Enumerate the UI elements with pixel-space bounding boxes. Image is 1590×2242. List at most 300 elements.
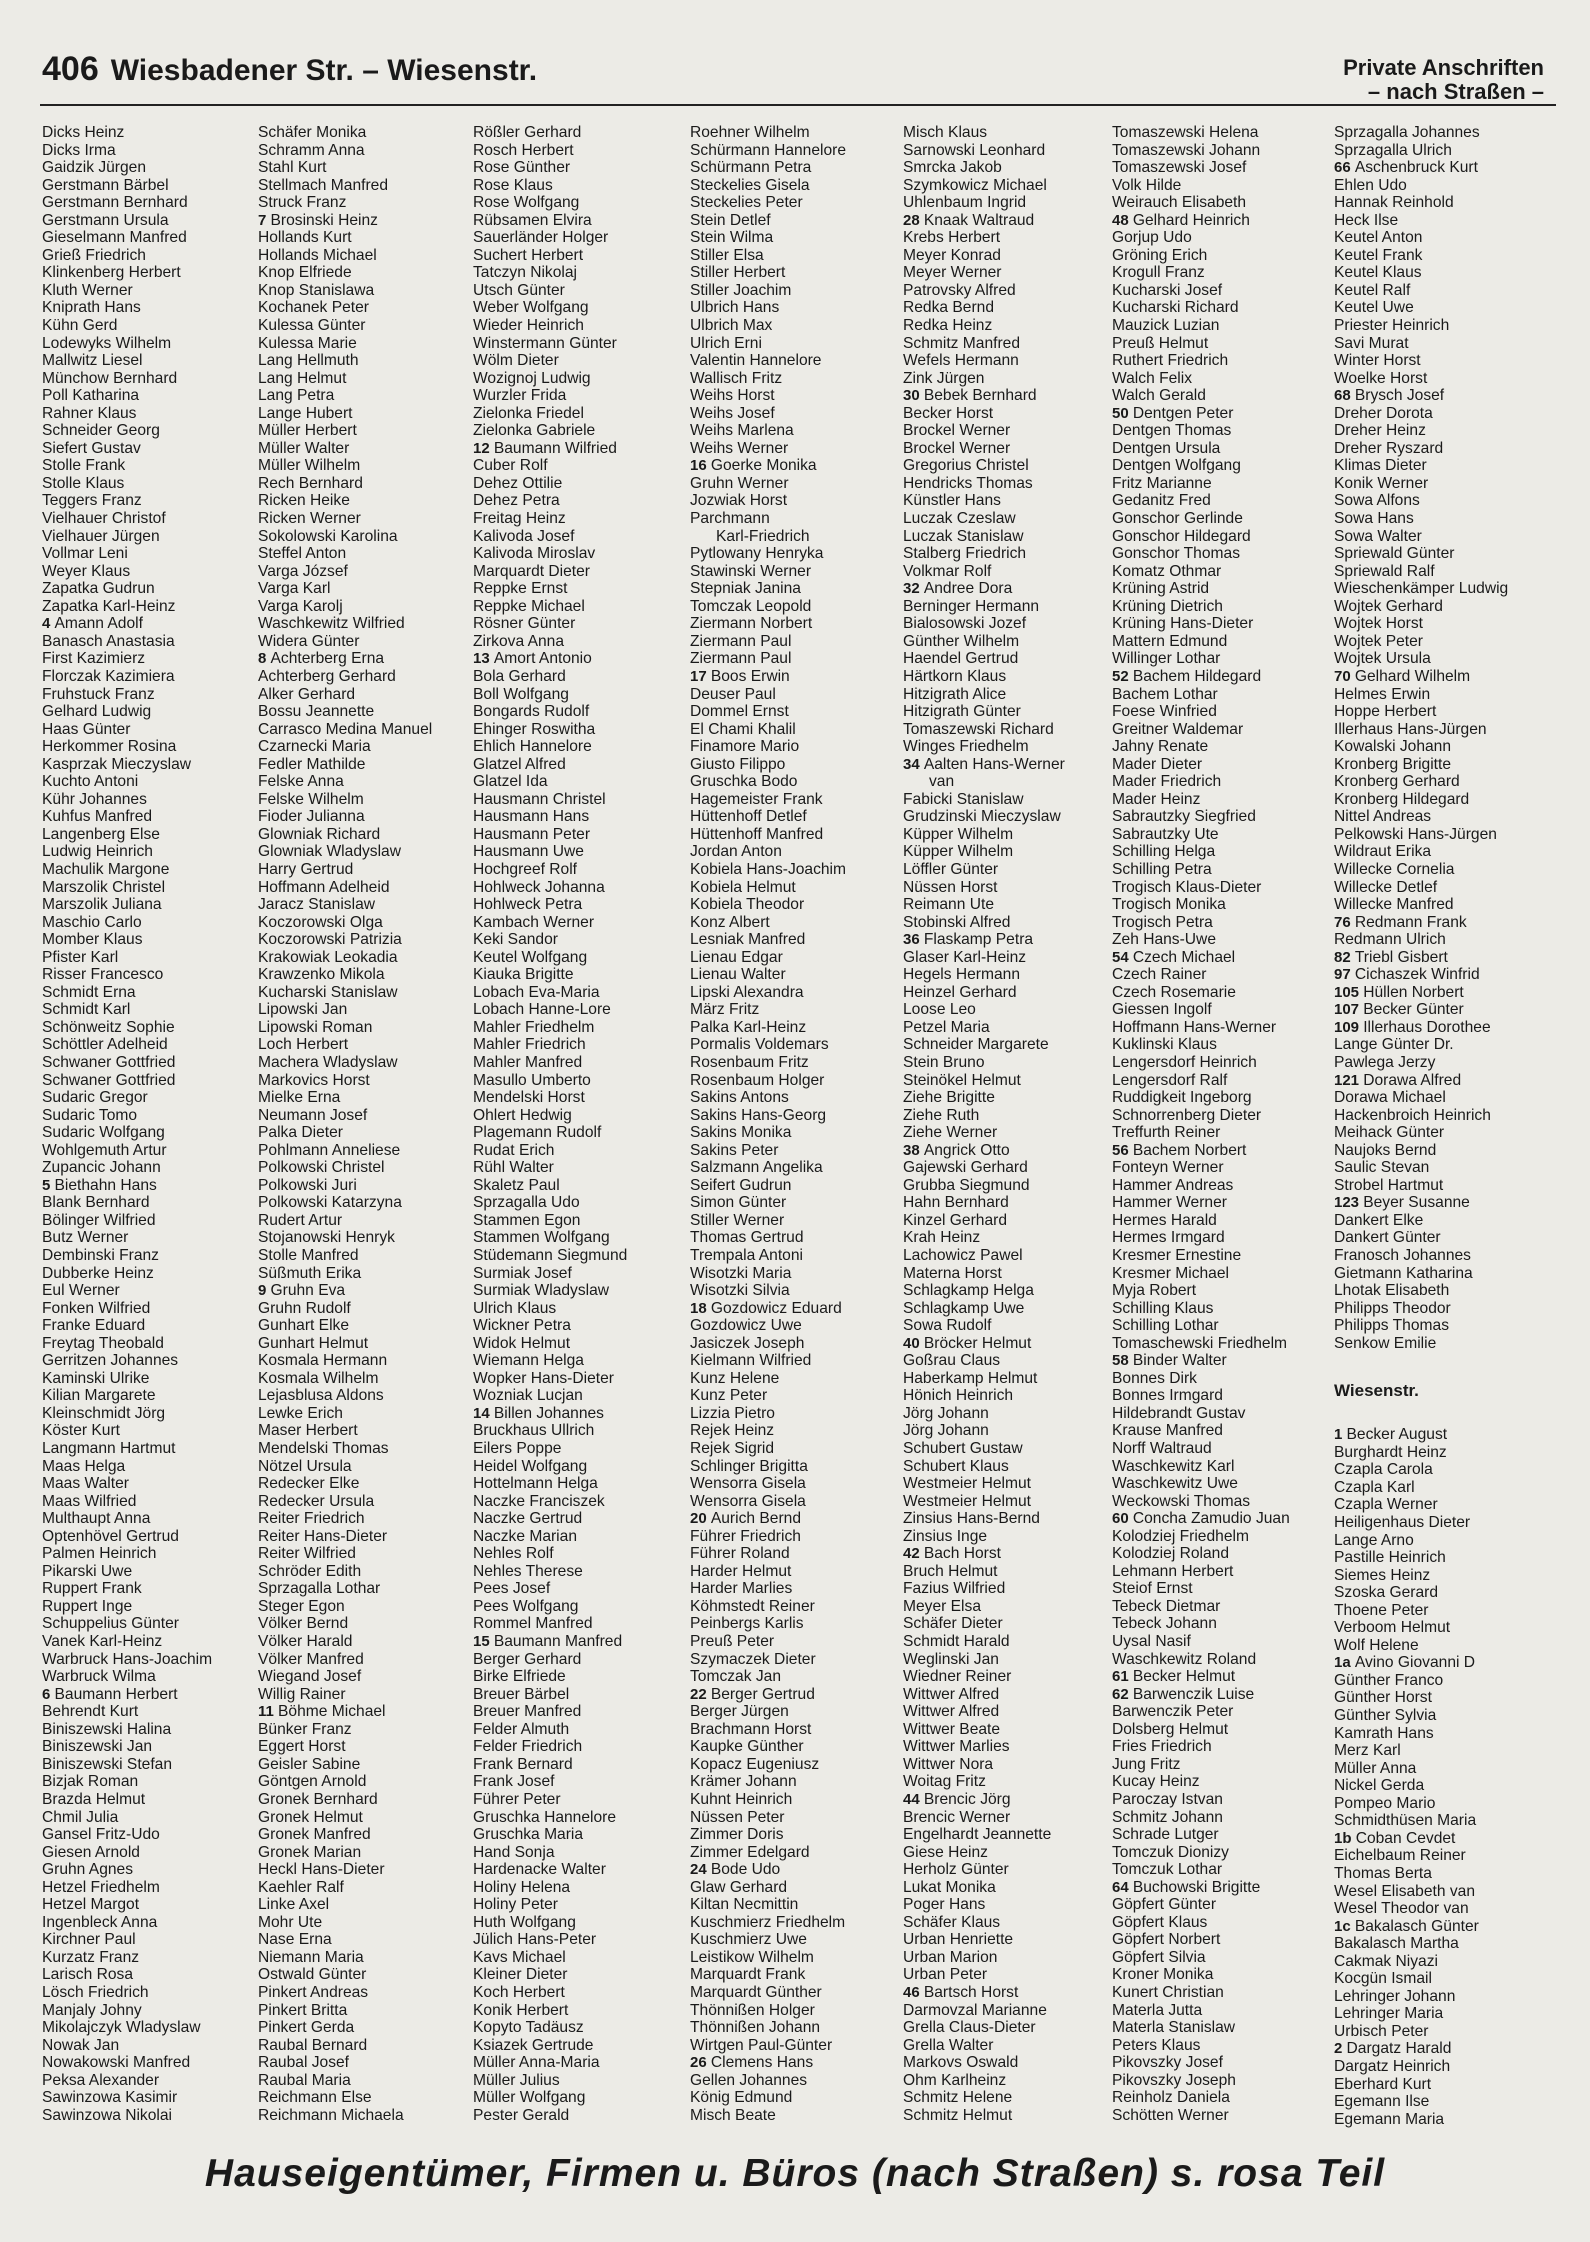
directory-entry: Küpper Wilhelm	[903, 843, 1014, 861]
directory-entry: Stammen Wolfgang	[473, 1229, 610, 1247]
directory-entry: 1 Becker August	[1334, 1426, 1448, 1444]
directory-entry: 2 Dargatz Harald	[1334, 2040, 1452, 2058]
directory-entry: Vollmar Leni	[42, 545, 128, 563]
directory-entry: Hausmann Peter	[473, 825, 591, 843]
directory-entry: Lehringer Johann	[1334, 1987, 1456, 2005]
directory-entry: Pinkert Andreas	[258, 1983, 369, 2001]
directory-entry: Linke Axel	[258, 1896, 330, 1914]
house-number: 15	[473, 1633, 494, 1651]
directory-entry: Ruthert Friedrich	[1112, 352, 1229, 370]
directory-entry: Sakins Antons	[690, 1089, 789, 1107]
house-number: 42	[903, 1545, 924, 1563]
directory-entry: Schmitz Manfred	[903, 334, 1020, 352]
directory-entry: Struck Franz	[258, 194, 347, 212]
directory-entry: Naczke Gertrud	[473, 1510, 583, 1528]
directory-entry: Palmen Heinrich	[42, 1545, 157, 1563]
directory-entry: Harder Marlies	[690, 1580, 793, 1598]
directory-entry: Zirkova Anna	[473, 632, 565, 650]
directory-entry: El Chami Khalil	[690, 720, 796, 738]
directory-entry: Eggert Horst	[258, 1738, 346, 1756]
house-number: 68	[1334, 387, 1355, 405]
directory-entry: Siemes Heinz	[1334, 1566, 1431, 1584]
directory-entry: Wojtek Horst	[1334, 615, 1423, 633]
directory-entry: Kroner Monika	[1112, 1966, 1214, 1984]
directory-entry: Langenberg Else	[42, 825, 160, 843]
directory-entry: Schmidt Karl	[42, 1001, 131, 1019]
directory-entry: Czapla Werner	[1334, 1496, 1438, 1514]
section-title-line1: Private Anschriften	[1343, 55, 1544, 80]
directory-entry: 24 Bode Udo	[690, 1861, 781, 1879]
directory-entry: Lang Petra	[258, 387, 335, 405]
directory-entry: 70 Gelhard Wilhelm	[1334, 667, 1471, 685]
directory-entry: Thomas Gertrud	[690, 1229, 804, 1247]
directory-entry: Eberhard Kurt	[1334, 2075, 1432, 2093]
directory-entry: Berger Jürgen	[690, 1703, 789, 1721]
directory-entry: Haas Günter	[42, 720, 131, 738]
directory-entry: Dankert Günter	[1334, 1229, 1441, 1247]
directory-entry: Steinökel Helmut	[903, 1071, 1021, 1089]
directory-entry: Peksa Alexander	[42, 2071, 160, 2089]
directory-entry: Eilers Poppe	[473, 1440, 562, 1458]
directory-entry: Maas Wilfried	[42, 1492, 137, 1510]
directory-entry: Stiller Elsa	[690, 246, 764, 264]
directory-entry: Müller Anna	[1334, 1759, 1417, 1777]
directory-entry: Kavs Michael	[473, 1948, 566, 1966]
directory-entry: 14 Billen Johannes	[473, 1404, 604, 1422]
directory-entry: 34 Aalten Hans-Werner	[903, 755, 1065, 773]
directory-entry: Materla Jutta	[1112, 2001, 1203, 2019]
directory-entry: Lewke Erich	[258, 1404, 343, 1422]
directory-entry: Norff Waltraud	[1112, 1440, 1212, 1458]
directory-entry: Bonnes Dirk	[1112, 1369, 1197, 1387]
directory-entry: Parchmann	[690, 510, 770, 528]
directory-entry: Biniszewski Stefan	[42, 1755, 173, 1773]
footer-note: Hauseigentümer, Firmen u. Büros (nach Straßen) s. rosa Teil	[204, 2152, 1386, 2195]
address-column-3	[473, 124, 685, 2124]
directory-entry: Dehez Ottilie	[473, 474, 563, 492]
directory-entry: Tomaschewski Friedhelm	[1112, 1334, 1288, 1352]
directory-entry: Biniszewski Jan	[42, 1738, 153, 1756]
directory-entry: Frank Josef	[473, 1773, 555, 1791]
directory-entry: Meyer Werner	[903, 264, 1002, 282]
directory-entry: Bialosowski Jozef	[903, 615, 1027, 633]
directory-entry: Keutel Anton	[1334, 229, 1423, 247]
house-number: 123	[1334, 1194, 1364, 1212]
directory-entry: Reiter Wilfried	[258, 1545, 356, 1563]
directory-entry: Berninger Hermann	[903, 597, 1040, 615]
directory-entry: Mahler Manfred	[473, 1053, 583, 1071]
directory-entry: Sowa Rudolf	[903, 1317, 992, 1335]
directory-entry: Hausmann Uwe	[473, 843, 584, 861]
directory-entry: Trempala Antoni	[690, 1247, 803, 1264]
directory-entry: Steckelies Peter	[690, 194, 803, 212]
directory-entry: Stiller Herbert	[690, 264, 786, 282]
directory-entry: Komatz Othmar	[1112, 562, 1222, 580]
directory-entry: Kaminski Ulrike	[42, 1369, 150, 1387]
directory-entry: Ziermann Paul	[690, 632, 792, 650]
directory-entry: Kosmala Hermann	[258, 1352, 388, 1370]
directory-entry: Müller Anna-Maria	[473, 2054, 600, 2072]
directory-entry: Pastille Heinrich	[1334, 1549, 1446, 1567]
spacer	[1334, 1402, 1546, 1426]
directory-entry: Huth Wolfgang	[473, 1913, 576, 1931]
directory-entry: Weber Wolfgang	[473, 299, 589, 317]
directory-entry: Urbisch Peter	[1334, 2022, 1429, 2040]
directory-entry: 28 Knaak Waltraud	[903, 211, 1035, 229]
directory-entry: Westmeier Helmut	[903, 1475, 1031, 1493]
directory-entry: Keutel Klaus	[1334, 264, 1422, 282]
directory-entry: Markovics Horst	[258, 1071, 370, 1089]
house-number: 4	[42, 615, 55, 633]
directory-entry: Krüning Dietrich	[1112, 597, 1223, 615]
directory-entry: Keutel Wolfgang	[473, 948, 588, 966]
directory-entry: Schürmann Petra	[690, 159, 812, 177]
directory-entry: Surmiak Josef	[473, 1264, 572, 1282]
directory-entry: Trogisch Klaus-Dieter	[1112, 878, 1262, 896]
directory-entry: Krogull Franz	[1112, 264, 1205, 282]
directory-entry: Kolodziej Friedhelm	[1112, 1527, 1249, 1545]
directory-entry: Reichmann Michaela	[258, 2106, 404, 2124]
directory-entry: Kuschmierz Friedhelm	[690, 1913, 846, 1931]
directory-entry: Wolf Helene	[1334, 1636, 1419, 1654]
house-number: 76	[1334, 913, 1355, 931]
directory-entry: Willecke Detlef	[1334, 878, 1438, 896]
directory-entry: Marquardt Dieter	[473, 562, 590, 580]
directory-entry: 7 Brosinski Heinz	[258, 211, 378, 229]
directory-entry: Hüttenhoff Manfred	[690, 825, 824, 843]
directory-entry: Nehles Therese	[473, 1562, 583, 1580]
directory-entry: Mader Heinz	[1112, 790, 1201, 808]
directory-entry: Myja Robert	[1112, 1282, 1197, 1300]
directory-entry: Dargatz Heinrich	[1334, 2057, 1451, 2075]
directory-entry: Greitner Waldemar	[1112, 720, 1244, 738]
directory-entry: Preuß Helmut	[1112, 334, 1209, 352]
directory-entry: Kuhnt Heinrich	[690, 1790, 793, 1808]
directory-entry: Kniprath Hans	[42, 299, 141, 317]
directory-entry: 4 Amann Adolf	[42, 615, 143, 633]
directory-entry: Köhmstedt Reiner	[690, 1597, 815, 1615]
directory-entry: Rosch Herbert	[473, 141, 574, 159]
directory-entry: Felder Almuth	[473, 1720, 570, 1738]
directory-entry: Bruckhaus Ullrich	[473, 1422, 595, 1440]
directory-entry: Varga Karolj	[258, 597, 343, 615]
directory-entry: Völker Harald	[258, 1633, 353, 1651]
directory-entry: Gansel Fritz-Udo	[42, 1826, 160, 1844]
directory-entry: Poger Hans	[903, 1896, 986, 1914]
directory-entry: Brazda Helmut	[42, 1790, 146, 1808]
directory-entry: Biniszewski Halina	[42, 1720, 172, 1738]
house-number: 70	[1334, 667, 1355, 685]
directory-entry: Harder Helmut	[690, 1562, 792, 1580]
directory-entry: 20 Aurich Bernd	[690, 1510, 802, 1528]
directory-entry: Franosch Johannes	[1334, 1247, 1471, 1264]
house-number: 66	[1334, 159, 1355, 177]
directory-entry: Kuklinski Klaus	[1112, 1036, 1217, 1054]
directory-entry: Saulic Stevan	[1334, 1159, 1430, 1177]
directory-entry: 1c Bakalasch Günter	[1334, 1917, 1479, 1935]
house-number: 82	[1334, 948, 1355, 966]
directory-entry: Breuer Manfred	[473, 1703, 582, 1721]
directory-entry: 11 Böhme Michael	[258, 1703, 386, 1721]
directory-entry: Lienau Edgar	[690, 948, 783, 966]
house-number: 22	[690, 1685, 711, 1703]
directory-entry: Momber Klaus	[42, 931, 143, 949]
directory-entry: Münchow Bernhard	[42, 369, 178, 387]
directory-entry: Kalivoda Josef	[473, 527, 575, 545]
directory-entry: Schmitz Helmut	[903, 2106, 1013, 2124]
directory-entry: Knop Elfriede	[258, 264, 352, 282]
directory-entry: Rejek Sigrid	[690, 1440, 775, 1458]
directory-entry: Jung Fritz	[1112, 1755, 1181, 1773]
directory-entry: Kalivoda Miroslav	[473, 545, 596, 563]
directory-entry: Kilian Margarete	[42, 1387, 156, 1405]
directory-entry: Zinsius Inge	[903, 1527, 988, 1545]
directory-entry: Hitzigrath Alice	[903, 685, 1007, 703]
directory-entry: Jörg Johann	[903, 1422, 989, 1440]
directory-entry: 17 Boos Erwin	[690, 667, 790, 685]
directory-entry: Stojanowski Henryk	[258, 1229, 395, 1247]
directory-entry: Gronek Manfred	[258, 1826, 371, 1844]
directory-entry: Bachem Lothar	[1112, 685, 1218, 703]
directory-entry: Waschkewitz Roland	[1112, 1650, 1257, 1668]
directory-entry: Jozwiak Horst	[690, 492, 788, 510]
directory-entry: Winstermann Günter	[473, 334, 617, 352]
directory-entry: Giese Heinz	[903, 1843, 988, 1861]
directory-entry: Fonken Wilfried	[42, 1299, 151, 1317]
directory-entry: Polkowski Christel	[258, 1159, 385, 1177]
directory-entry: Ziehe Werner	[903, 1124, 998, 1142]
directory-entry: Schäfer Klaus	[903, 1913, 1001, 1931]
directory-entry: Sowa Alfons	[1334, 492, 1420, 510]
directory-entry: 56 Bachem Norbert	[1112, 1141, 1247, 1159]
directory-entry: Hohlweck Petra	[473, 896, 583, 914]
directory-entry: Tatczyn Nikolaj	[473, 264, 577, 282]
directory-entry: Mader Friedrich	[1112, 773, 1222, 791]
directory-entry: Kühn Gerd	[42, 317, 118, 335]
directory-entry: Lipowski Roman	[258, 1018, 373, 1036]
directory-entry: Gunhart Helmut	[258, 1334, 369, 1352]
directory-entry: Hagemeister Frank	[690, 790, 823, 808]
house-number: 38	[903, 1141, 924, 1159]
directory-entry: Wensorra Gisela	[690, 1492, 806, 1510]
page-header-left	[42, 50, 537, 89]
directory-entry: Gruhn Rudolf	[258, 1299, 351, 1317]
directory-entry: 15 Baumann Manfred	[473, 1633, 623, 1651]
directory-entry: Sarnowski Leonhard	[903, 141, 1046, 159]
directory-entry: Grella Claus-Dieter	[903, 2019, 1036, 2037]
directory-entry: Siefert Gustav	[42, 439, 141, 457]
house-number: 18	[690, 1299, 711, 1317]
directory-entry: Thoene Peter	[1334, 1601, 1429, 1619]
directory-entry: Brencic Werner	[903, 1808, 1011, 1826]
directory-entry: Lukat Monika	[903, 1878, 996, 1896]
directory-entry: Ruppert Frank	[42, 1580, 142, 1598]
directory-entry: Cakmak Niyazi	[1334, 1952, 1438, 1970]
directory-entry: Zimmer Doris	[690, 1826, 784, 1844]
directory-entry: Weihs Horst	[690, 387, 775, 405]
directory-entry: Klimas Dieter	[1334, 457, 1427, 475]
directory-entry: Krüning Hans-Dieter	[1112, 615, 1254, 633]
directory-entry: Uysal Nasif	[1112, 1633, 1191, 1651]
directory-entry: Strobel Hartmut	[1334, 1176, 1444, 1194]
directory-entry: Pompeo Mario	[1334, 1794, 1436, 1812]
directory-entry: Glowniak Wladyslaw	[258, 843, 401, 861]
section-title	[1343, 56, 1544, 104]
page-number: 406	[42, 50, 99, 88]
directory-entry: Gronek Helmut	[258, 1808, 363, 1826]
directory-entry: Tomczak Jan	[690, 1668, 781, 1686]
directory-entry: Hüttenhoff Detlef	[690, 808, 807, 826]
directory-entry: Wisotzki Silvia	[690, 1282, 790, 1300]
directory-entry: Schneider Margarete	[903, 1036, 1049, 1054]
directory-entry: Czapla Karl	[1334, 1478, 1415, 1496]
directory-entry: Reimann Ute	[903, 896, 995, 914]
directory-entry: Sawinzowa Kasimir	[42, 2089, 178, 2107]
directory-entry: Schilling Lothar	[1112, 1317, 1219, 1335]
directory-entry: Gronek Bernhard	[258, 1790, 378, 1808]
directory-entry: Krawzenko Mikola	[258, 966, 385, 984]
directory-entry: Florczak Kazimiera	[42, 667, 175, 685]
directory-entry: Schwaner Gottfried	[42, 1053, 176, 1071]
directory-entry: Tebeck Johann	[1112, 1615, 1217, 1633]
directory-entry: Marquardt Frank	[690, 1966, 806, 1984]
directory-entry: Darmovzal Marianne	[903, 2001, 1047, 2019]
directory-entry: Manjaly Johny	[42, 2001, 142, 2019]
house-number: 30	[903, 387, 924, 405]
directory-entry: Tomaszewski Johann	[1112, 141, 1261, 159]
directory-entry: Kresmer Ernestine	[1112, 1247, 1242, 1264]
directory-entry: Gerstmann Bernhard	[42, 194, 188, 212]
directory-entry: Pfister Karl	[42, 948, 119, 966]
directory-entry: Hetzel Friedhelm	[42, 1878, 160, 1896]
directory-entry: Kobiela Hans-Joachim	[690, 860, 847, 878]
directory-entry: Chmil Julia	[42, 1808, 119, 1826]
directory-entry: Kiltan Necmittin	[690, 1896, 799, 1914]
directory-entry: Kambach Werner	[473, 913, 595, 931]
directory-entry: Schilling Helga	[1112, 843, 1216, 861]
directory-entry: 6 Baumann Herbert	[42, 1685, 178, 1703]
address-column-4	[690, 124, 902, 2124]
directory-entry: Sprzagalla Ulrich	[1334, 141, 1452, 159]
directory-entry: 38 Angrick Otto	[903, 1141, 1010, 1159]
directory-entry: Stahl Kurt	[258, 159, 327, 177]
directory-entry: Rosenbaum Holger	[690, 1071, 825, 1089]
directory-entry: Gruschka Bodo	[690, 773, 798, 791]
directory-entry: Reppke Michael	[473, 597, 585, 615]
directory-entry: Dorawa Michael	[1334, 1089, 1446, 1107]
directory-entry: Göpfert Norbert	[1112, 1931, 1221, 1949]
directory-entry: Heckl Hans-Dieter	[258, 1861, 385, 1879]
directory-entry: Bola Gerhard	[473, 667, 566, 685]
directory-entry: Nittel Andreas	[1334, 808, 1432, 826]
directory-entry: Krebs Herbert	[903, 229, 1001, 247]
directory-entry: Birke Elfriede	[473, 1668, 566, 1686]
directory-entry: Dreher Heinz	[1334, 422, 1426, 440]
directory-entry: Kresmer Michael	[1112, 1264, 1229, 1282]
directory-entry: Glaw Gerhard	[690, 1878, 788, 1896]
directory-entry: Waschkewitz Wilfried	[258, 615, 405, 633]
directory-entry: Ziermann Paul	[690, 650, 792, 668]
directory-entry: Ehlen Udo	[1334, 176, 1407, 194]
directory-entry: Kuhfus Manfred	[42, 808, 153, 826]
directory-entry: Bizjak Roman	[42, 1773, 139, 1791]
directory-entry: Löffler Günter	[903, 860, 999, 878]
directory-entry: 46 Bartsch Horst	[903, 1983, 1019, 2001]
house-number: 24	[690, 1861, 711, 1879]
directory-entry: Wurzler Frida	[473, 387, 567, 405]
directory-entry: Urban Marion	[903, 1948, 998, 1966]
directory-entry: Kolodziej Roland	[1112, 1545, 1230, 1563]
directory-entry: Sakins Monika	[690, 1124, 792, 1142]
directory-entry: Kluth Werner	[42, 281, 133, 299]
directory-entry: Wieder Heinrich	[473, 317, 584, 335]
directory-entry: Hollands Michael	[258, 246, 377, 264]
directory-entry: Jaracz Stanislaw	[258, 896, 375, 914]
directory-entry: Grieß Friedrich	[42, 246, 146, 264]
directory-entry: Czech Rosemarie	[1112, 983, 1236, 1001]
directory-entry: Kronberg Brigitte	[1334, 755, 1452, 773]
directory-entry: Deuser Paul	[690, 685, 776, 703]
directory-entry: Wisotzki Maria	[690, 1264, 792, 1282]
directory-entry: Pees Josef	[473, 1580, 551, 1598]
directory-entry: Trogisch Petra	[1112, 913, 1213, 931]
directory-entry: Sawinzowa Nikolai	[42, 2106, 173, 2124]
directory-entry: Nehles Rolf	[473, 1545, 554, 1563]
directory-entry: Härtkorn Klaus	[903, 667, 1007, 685]
directory-entry: Mader Dieter	[1112, 755, 1203, 773]
directory-entry: 121 Dorawa Alfred	[1334, 1071, 1462, 1089]
directory-entry: Rudat Erich	[473, 1141, 555, 1159]
house-number: 40	[903, 1334, 924, 1352]
directory-entry: Kielmann Wilfried	[690, 1352, 812, 1370]
directory-entry: Wozignoj Ludwig	[473, 369, 591, 387]
house-number: 2	[1334, 2040, 1347, 2058]
directory-entry: Kasprzak Mieczyslaw	[42, 755, 192, 773]
directory-entry: Steffel Anton	[258, 545, 347, 563]
directory-entry: Hardenacke Walter	[473, 1861, 606, 1879]
address-column-2	[258, 124, 470, 2124]
house-number: 13	[473, 650, 494, 668]
directory-entry: Urban Henriette	[903, 1931, 1014, 1949]
directory-entry: Waschkewitz Uwe	[1112, 1475, 1238, 1493]
directory-entry: Müller Julius	[473, 2071, 560, 2089]
directory-entry: Dommel Ernst	[690, 703, 789, 721]
directory-entry: Reiter Friedrich	[258, 1510, 365, 1528]
directory-entry: Küpper Wilhelm	[903, 825, 1014, 843]
directory-entry: Wesel Elisabeth van	[1334, 1882, 1475, 1900]
directory-entry: Nase Erna	[258, 1931, 332, 1949]
directory-entry: Lange Günter Dr.	[1334, 1036, 1454, 1054]
directory-entry: Dentgen Wolfgang	[1112, 457, 1241, 475]
directory-entry: Grudzinski Mieczyslaw	[903, 808, 1061, 826]
directory-entry: 64 Buchowski Brigitte	[1112, 1878, 1261, 1896]
directory-entry: Ingenbleck Anna	[42, 1913, 158, 1931]
directory-entry: Ruppert Inge	[42, 1597, 133, 1615]
directory-entry: Konz Albert	[690, 913, 770, 931]
directory-entry: Alker Gerhard	[258, 685, 356, 703]
directory-entry: Gruschka Maria	[473, 1826, 584, 1844]
directory-entry: 13 Amort Antonio	[473, 650, 592, 668]
directory-entry: Tebeck Dietmar	[1112, 1597, 1221, 1615]
directory-entry: Boll Wolfgang	[473, 685, 569, 703]
directory-entry: Stammen Egon	[473, 1211, 581, 1229]
directory-entry: Giusto Filippo	[690, 755, 786, 773]
directory-entry: Frank Bernard	[473, 1755, 573, 1773]
directory-entry: Pinkert Britta	[258, 2001, 348, 2019]
directory-entry: 61 Becker Helmut	[1112, 1668, 1236, 1686]
directory-entry: Gruhn Agnes	[42, 1861, 134, 1879]
directory-entry: Trogisch Monika	[1112, 896, 1226, 914]
